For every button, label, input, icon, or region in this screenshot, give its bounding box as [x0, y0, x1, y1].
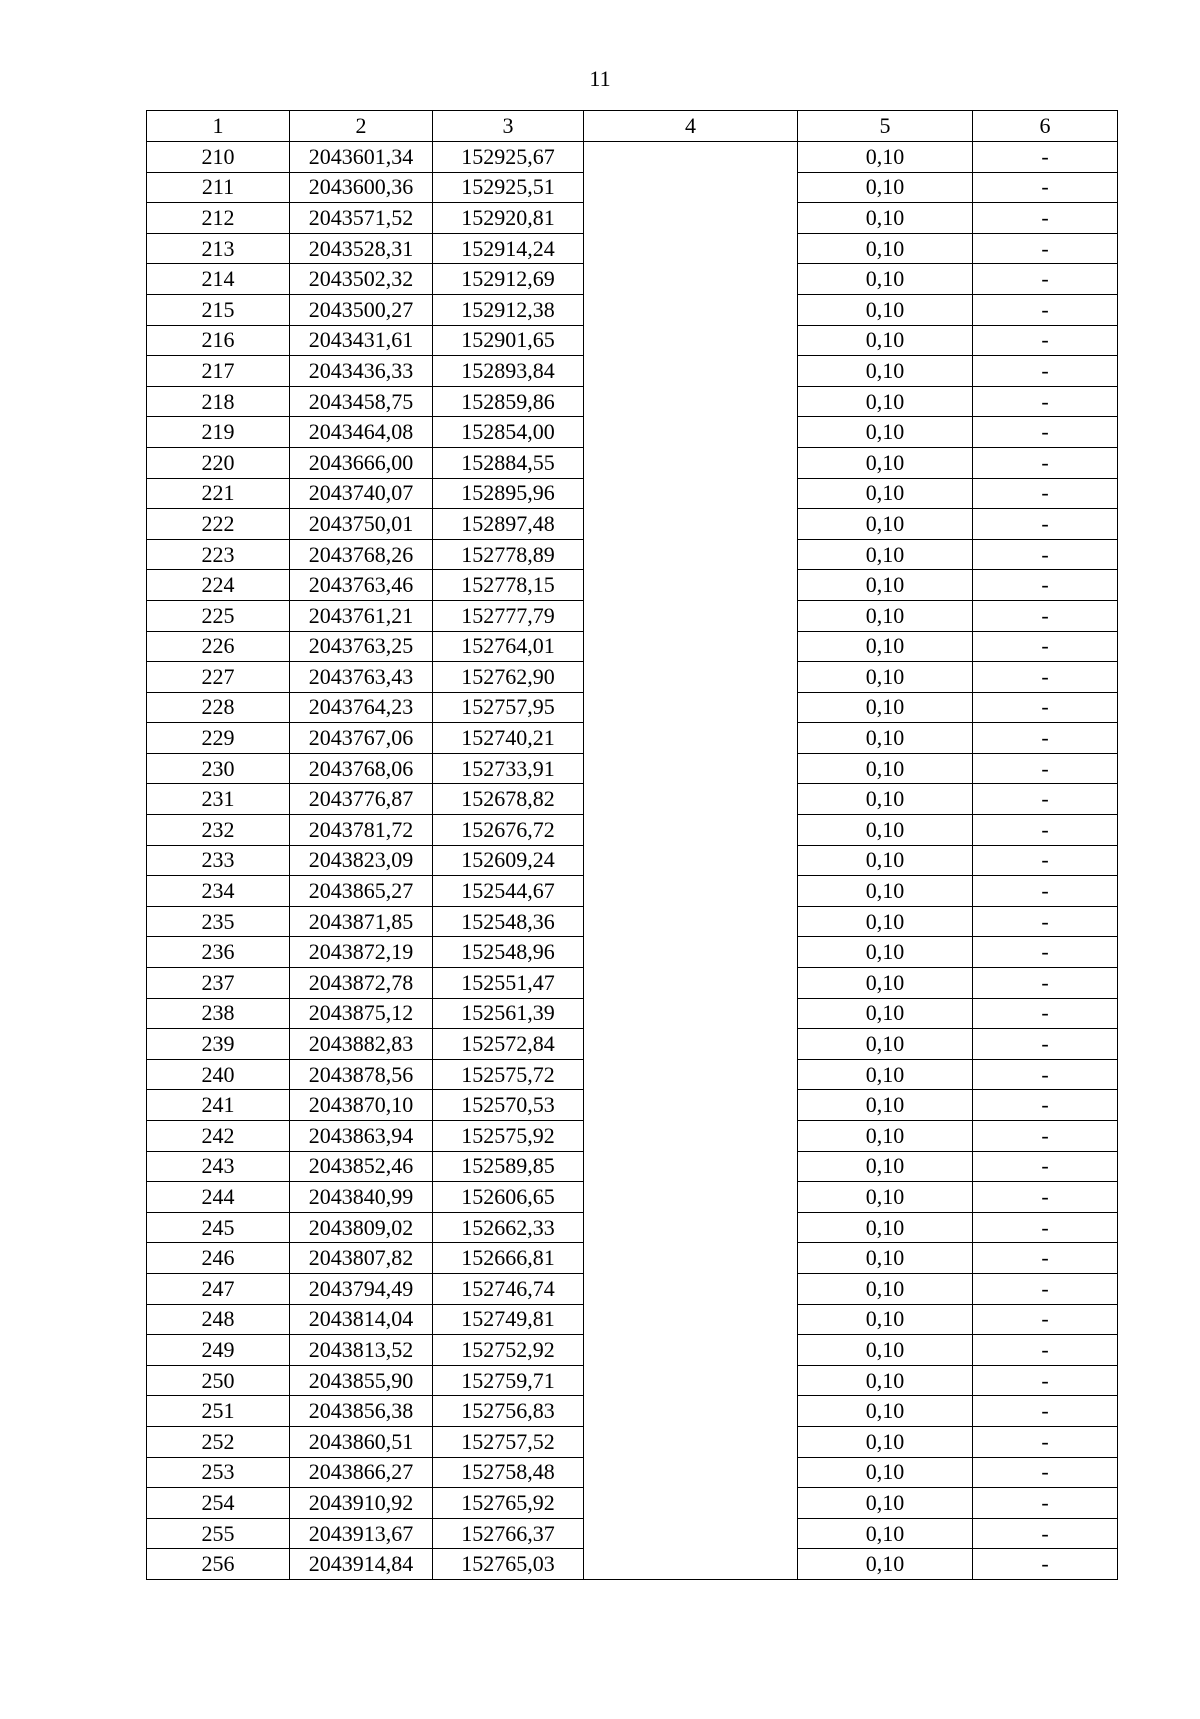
- table-cell-col-5: 0,10: [798, 1426, 973, 1457]
- table-cell-col-5: 0,10: [798, 1304, 973, 1335]
- table-cell-col-6: -: [973, 325, 1118, 356]
- table-cell-col-3: 152897,48: [433, 509, 584, 540]
- table-cell-col-3: 152746,74: [433, 1273, 584, 1304]
- table-cell-col-3: 152606,65: [433, 1182, 584, 1213]
- table-cell-col-6: -: [973, 1151, 1118, 1182]
- table-cell-col-2: 2043878,56: [290, 1059, 433, 1090]
- table-cell-col-2: 2043500,27: [290, 294, 433, 325]
- table-cell-col-2: 2043764,23: [290, 692, 433, 723]
- table-cell-col-5: 0,10: [798, 233, 973, 264]
- table-cell-col-3: 152589,85: [433, 1151, 584, 1182]
- table-cell-col-3: 152920,81: [433, 203, 584, 234]
- table-cell-col-2: 2043914,84: [290, 1549, 433, 1580]
- table-cell-col-1: 249: [147, 1335, 290, 1366]
- table-cell-col-2: 2043464,08: [290, 417, 433, 448]
- table-cell-col-1: 217: [147, 356, 290, 387]
- table-cell-col-1: 236: [147, 937, 290, 968]
- table-cell-col-2: 2043856,38: [290, 1396, 433, 1427]
- table-cell-col-1: 231: [147, 784, 290, 815]
- table-cell-col-6: -: [973, 1426, 1118, 1457]
- table-cell-col-2: 2043436,33: [290, 356, 433, 387]
- column-header-2: 2: [290, 111, 433, 142]
- table-cell-col-6: -: [973, 447, 1118, 478]
- table-cell-col-2: 2043776,87: [290, 784, 433, 815]
- table-cell-col-5: 0,10: [798, 600, 973, 631]
- table-cell-col-1: 251: [147, 1396, 290, 1427]
- table-cell-col-1: 215: [147, 294, 290, 325]
- table-cell-col-5: 0,10: [798, 1335, 973, 1366]
- table-cell-col-1: 245: [147, 1212, 290, 1243]
- table-cell-col-3: 152749,81: [433, 1304, 584, 1335]
- table-cell-col-3: 152662,33: [433, 1212, 584, 1243]
- page-number: 11: [589, 66, 611, 91]
- table-cell-col-2: 2043882,83: [290, 1029, 433, 1060]
- table-cell-col-5: 0,10: [798, 631, 973, 662]
- table-cell-col-6: -: [973, 294, 1118, 325]
- table-cell-col-5: 0,10: [798, 1059, 973, 1090]
- table-cell-col-2: 2043750,01: [290, 509, 433, 540]
- table-cell-col-6: -: [973, 1518, 1118, 1549]
- table-cell-col-3: 152777,79: [433, 600, 584, 631]
- table-cell-col-3: 152884,55: [433, 447, 584, 478]
- table-cell-col-5: 0,10: [798, 172, 973, 203]
- table-cell-col-1: 230: [147, 753, 290, 784]
- table-cell-col-3: 152757,95: [433, 692, 584, 723]
- table-cell-col-3: 152609,24: [433, 845, 584, 876]
- table-cell-col-6: -: [973, 1273, 1118, 1304]
- table-cell-col-6: -: [973, 753, 1118, 784]
- table-cell-col-5: 0,10: [798, 142, 973, 173]
- table-cell-col-5: 0,10: [798, 1182, 973, 1213]
- table-cell-col-2: 2043761,21: [290, 600, 433, 631]
- table-cell-col-6: -: [973, 937, 1118, 968]
- table-cell-col-5: 0,10: [798, 447, 973, 478]
- table-cell-col-3: 152766,37: [433, 1518, 584, 1549]
- table-cell-col-5: 0,10: [798, 1090, 973, 1121]
- table-cell-col-3: 152575,92: [433, 1121, 584, 1152]
- table-cell-col-6: -: [973, 142, 1118, 173]
- table-cell-col-5: 0,10: [798, 570, 973, 601]
- table-cell-col-1: 243: [147, 1151, 290, 1182]
- table-cell-col-1: 242: [147, 1121, 290, 1152]
- table-cell-col-6: -: [973, 1488, 1118, 1519]
- table-cell-col-2: 2043852,46: [290, 1151, 433, 1182]
- table-cell-col-3: 152756,83: [433, 1396, 584, 1427]
- table-cell-col-1: 252: [147, 1426, 290, 1457]
- column-header-3: 3: [433, 111, 584, 142]
- table-cell-col-1: 229: [147, 723, 290, 754]
- table-cell-col-5: 0,10: [798, 264, 973, 295]
- table-cell-col-5: 0,10: [798, 998, 973, 1029]
- table-cell-col-3: 152762,90: [433, 662, 584, 693]
- column-4-merged-cell: [584, 142, 798, 1580]
- table-cell-col-1: 232: [147, 815, 290, 846]
- table-cell-col-6: -: [973, 1457, 1118, 1488]
- table-cell-col-3: 152666,81: [433, 1243, 584, 1274]
- table-cell-col-2: 2043600,36: [290, 172, 433, 203]
- table-cell-col-5: 0,10: [798, 1151, 973, 1182]
- table-cell-col-2: 2043860,51: [290, 1426, 433, 1457]
- table-cell-col-2: 2043807,82: [290, 1243, 433, 1274]
- table-cell-col-6: -: [973, 876, 1118, 907]
- table-cell-col-2: 2043763,46: [290, 570, 433, 601]
- table-cell-col-6: -: [973, 1059, 1118, 1090]
- table-cell-col-2: 2043875,12: [290, 998, 433, 1029]
- table-cell-col-1: 239: [147, 1029, 290, 1060]
- table-cell-col-5: 0,10: [798, 356, 973, 387]
- table-cell-col-3: 152561,39: [433, 998, 584, 1029]
- table-cell-col-5: 0,10: [798, 325, 973, 356]
- table-cell-col-1: 240: [147, 1059, 290, 1090]
- table-cell-col-6: -: [973, 509, 1118, 540]
- table-cell-col-3: 152544,67: [433, 876, 584, 907]
- table-cell-col-6: -: [973, 570, 1118, 601]
- table-cell-col-6: -: [973, 906, 1118, 937]
- table-cell-col-3: 152678,82: [433, 784, 584, 815]
- table-cell-col-6: -: [973, 815, 1118, 846]
- table-cell-col-1: 234: [147, 876, 290, 907]
- column-header-5: 5: [798, 111, 973, 142]
- table-cell-col-6: -: [973, 998, 1118, 1029]
- table-cell-col-2: 2043458,75: [290, 386, 433, 417]
- table-cell-col-6: -: [973, 1396, 1118, 1427]
- table-cell-col-5: 0,10: [798, 937, 973, 968]
- table-cell-col-1: 237: [147, 968, 290, 999]
- table-cell-col-6: -: [973, 1182, 1118, 1213]
- table-cell-col-6: -: [973, 784, 1118, 815]
- table-cell-col-5: 0,10: [798, 692, 973, 723]
- table-cell-col-2: 2043740,07: [290, 478, 433, 509]
- table-cell-col-6: -: [973, 723, 1118, 754]
- table-cell-col-2: 2043571,52: [290, 203, 433, 234]
- table-cell-col-3: 152548,36: [433, 906, 584, 937]
- table-cell-col-5: 0,10: [798, 1518, 973, 1549]
- table-cell-col-6: -: [973, 1335, 1118, 1366]
- table-cell-col-5: 0,10: [798, 509, 973, 540]
- table-cell-col-6: -: [973, 539, 1118, 570]
- table-cell-col-6: -: [973, 1549, 1118, 1580]
- table-cell-col-6: -: [973, 1365, 1118, 1396]
- table-cell-col-3: 152778,15: [433, 570, 584, 601]
- table-cell-col-5: 0,10: [798, 294, 973, 325]
- table-cell-col-2: 2043823,09: [290, 845, 433, 876]
- table-cell-col-5: 0,10: [798, 1549, 973, 1580]
- table-cell-col-5: 0,10: [798, 906, 973, 937]
- table-cell-col-5: 0,10: [798, 815, 973, 846]
- table-cell-col-5: 0,10: [798, 662, 973, 693]
- table-cell-col-6: -: [973, 172, 1118, 203]
- table-cell-col-5: 0,10: [798, 753, 973, 784]
- table-cell-col-6: -: [973, 631, 1118, 662]
- table-cell-col-1: 254: [147, 1488, 290, 1519]
- table-cell-col-3: 152740,21: [433, 723, 584, 754]
- table-cell-col-3: 152925,67: [433, 142, 584, 173]
- table-cell-col-6: -: [973, 1243, 1118, 1274]
- table-cell-col-3: 152914,24: [433, 233, 584, 264]
- table-cell-col-2: 2043763,43: [290, 662, 433, 693]
- table-cell-col-3: 152758,48: [433, 1457, 584, 1488]
- table-cell-col-6: -: [973, 417, 1118, 448]
- table-cell-col-5: 0,10: [798, 1029, 973, 1060]
- table-cell-col-1: 256: [147, 1549, 290, 1580]
- table-cell-col-6: -: [973, 478, 1118, 509]
- table-header: [147, 111, 1118, 142]
- table-cell-col-3: 152901,65: [433, 325, 584, 356]
- table-cell-col-3: 152575,72: [433, 1059, 584, 1090]
- table-cell-col-1: 244: [147, 1182, 290, 1213]
- table-cell-col-6: -: [973, 233, 1118, 264]
- table-cell-col-1: 213: [147, 233, 290, 264]
- table-cell-col-5: 0,10: [798, 845, 973, 876]
- table-cell-col-1: 223: [147, 539, 290, 570]
- table-cell-col-1: 219: [147, 417, 290, 448]
- table-cell-col-5: 0,10: [798, 1396, 973, 1427]
- table-cell-col-6: -: [973, 845, 1118, 876]
- table-cell-col-5: 0,10: [798, 478, 973, 509]
- column-header-6: 6: [973, 111, 1118, 142]
- table-cell-col-2: 2043666,00: [290, 447, 433, 478]
- table-cell-col-5: 0,10: [798, 1212, 973, 1243]
- table-cell-col-5: 0,10: [798, 968, 973, 999]
- table-cell-col-1: 218: [147, 386, 290, 417]
- table-cell-col-6: -: [973, 356, 1118, 387]
- table-cell-col-6: -: [973, 968, 1118, 999]
- table-cell-col-6: -: [973, 600, 1118, 631]
- table-cell-col-3: 152778,89: [433, 539, 584, 570]
- table-cell-col-3: 152570,53: [433, 1090, 584, 1121]
- table-cell-col-5: 0,10: [798, 1457, 973, 1488]
- table-cell-col-1: 247: [147, 1273, 290, 1304]
- table-cell-col-1: 225: [147, 600, 290, 631]
- table-cell-col-3: 152759,71: [433, 1365, 584, 1396]
- table-cell-col-1: 211: [147, 172, 290, 203]
- table-cell-col-2: 2043601,34: [290, 142, 433, 173]
- table-cell-col-2: 2043855,90: [290, 1365, 433, 1396]
- table-cell-col-1: 222: [147, 509, 290, 540]
- column-header-1: 1: [147, 111, 290, 142]
- table-cell-col-1: 253: [147, 1457, 290, 1488]
- table-cell-col-6: -: [973, 1090, 1118, 1121]
- table-cell-col-2: 2043913,67: [290, 1518, 433, 1549]
- table-cell-col-5: 0,10: [798, 203, 973, 234]
- table-cell-col-3: 152548,96: [433, 937, 584, 968]
- table-cell-col-5: 0,10: [798, 1243, 973, 1274]
- table-cell-col-3: 152854,00: [433, 417, 584, 448]
- table-cell-col-1: 216: [147, 325, 290, 356]
- table-cell-col-3: 152912,38: [433, 294, 584, 325]
- table-cell-col-6: -: [973, 386, 1118, 417]
- table-cell-col-1: 238: [147, 998, 290, 1029]
- table-cell-col-1: 235: [147, 906, 290, 937]
- table-cell-col-3: 152572,84: [433, 1029, 584, 1060]
- table-cell-col-2: 2043872,19: [290, 937, 433, 968]
- table-cell-col-1: 210: [147, 142, 290, 173]
- table-cell-col-2: 2043814,04: [290, 1304, 433, 1335]
- column-header-4: 4: [584, 111, 798, 142]
- table-cell-col-5: 0,10: [798, 1488, 973, 1519]
- table-cell-col-2: 2043840,99: [290, 1182, 433, 1213]
- table-cell-col-1: 248: [147, 1304, 290, 1335]
- table-cell-col-3: 152893,84: [433, 356, 584, 387]
- table-cell-col-5: 0,10: [798, 386, 973, 417]
- table-cell-col-2: 2043431,61: [290, 325, 433, 356]
- table-cell-col-1: 233: [147, 845, 290, 876]
- table-cell-col-5: 0,10: [798, 1121, 973, 1152]
- table-cell-col-5: 0,10: [798, 876, 973, 907]
- table-cell-col-1: 224: [147, 570, 290, 601]
- table-cell-col-2: 2043865,27: [290, 876, 433, 907]
- table-cell-col-3: 152757,52: [433, 1426, 584, 1457]
- table-cell-col-1: 250: [147, 1365, 290, 1396]
- table-cell-col-5: 0,10: [798, 1365, 973, 1396]
- table-cell-col-5: 0,10: [798, 784, 973, 815]
- table-cell-col-5: 0,10: [798, 417, 973, 448]
- table-cell-col-1: 241: [147, 1090, 290, 1121]
- table-cell-col-1: 226: [147, 631, 290, 662]
- table-body: [147, 142, 1118, 1580]
- table-cell-col-1: 220: [147, 447, 290, 478]
- table-cell-col-1: 246: [147, 1243, 290, 1274]
- table-cell-col-6: -: [973, 1029, 1118, 1060]
- table-cell-col-2: 2043502,32: [290, 264, 433, 295]
- table-cell-col-3: 152912,69: [433, 264, 584, 295]
- table-cell-col-2: 2043866,27: [290, 1457, 433, 1488]
- table-cell-col-6: -: [973, 264, 1118, 295]
- table-cell-col-1: 212: [147, 203, 290, 234]
- table-cell-col-3: 152859,86: [433, 386, 584, 417]
- table-cell-col-1: 255: [147, 1518, 290, 1549]
- table-cell-col-2: 2043809,02: [290, 1212, 433, 1243]
- table-cell-col-6: -: [973, 1212, 1118, 1243]
- table-cell-col-2: 2043528,31: [290, 233, 433, 264]
- table-cell-col-3: 152765,92: [433, 1488, 584, 1519]
- table-cell-col-5: 0,10: [798, 723, 973, 754]
- table-cell-col-2: 2043872,78: [290, 968, 433, 999]
- table-cell-col-2: 2043767,06: [290, 723, 433, 754]
- table-cell-col-3: 152895,96: [433, 478, 584, 509]
- table-cell-col-1: 214: [147, 264, 290, 295]
- table-cell-col-2: 2043768,26: [290, 539, 433, 570]
- table-cell-col-6: -: [973, 1121, 1118, 1152]
- table-cell-col-3: 152765,03: [433, 1549, 584, 1580]
- table-cell-col-1: 227: [147, 662, 290, 693]
- table-cell-col-2: 2043763,25: [290, 631, 433, 662]
- coordinates-table: [146, 110, 1118, 1580]
- table-cell-col-6: -: [973, 203, 1118, 234]
- table-cell-col-2: 2043910,92: [290, 1488, 433, 1519]
- table-cell-col-2: 2043871,85: [290, 906, 433, 937]
- table-cell-col-3: 152676,72: [433, 815, 584, 846]
- table-cell-col-2: 2043768,06: [290, 753, 433, 784]
- table-cell-col-2: 2043781,72: [290, 815, 433, 846]
- table-cell-col-2: 2043794,49: [290, 1273, 433, 1304]
- table-cell-col-6: -: [973, 662, 1118, 693]
- table-cell-col-1: 221: [147, 478, 290, 509]
- table-cell-col-6: -: [973, 1304, 1118, 1335]
- table-cell-col-2: 2043870,10: [290, 1090, 433, 1121]
- table-cell-col-3: 152925,51: [433, 172, 584, 203]
- table-cell-col-2: 2043813,52: [290, 1335, 433, 1366]
- table-cell-col-5: 0,10: [798, 1273, 973, 1304]
- table-cell-col-2: 2043863,94: [290, 1121, 433, 1152]
- table-cell-col-3: 152752,92: [433, 1335, 584, 1366]
- table-cell-col-3: 152551,47: [433, 968, 584, 999]
- table-row: [147, 142, 1118, 173]
- header-row: [147, 111, 1118, 142]
- table-cell-col-3: 152733,91: [433, 753, 584, 784]
- table-cell-col-3: 152764,01: [433, 631, 584, 662]
- table-cell-col-5: 0,10: [798, 539, 973, 570]
- table-cell-col-6: -: [973, 692, 1118, 723]
- table-cell-col-1: 228: [147, 692, 290, 723]
